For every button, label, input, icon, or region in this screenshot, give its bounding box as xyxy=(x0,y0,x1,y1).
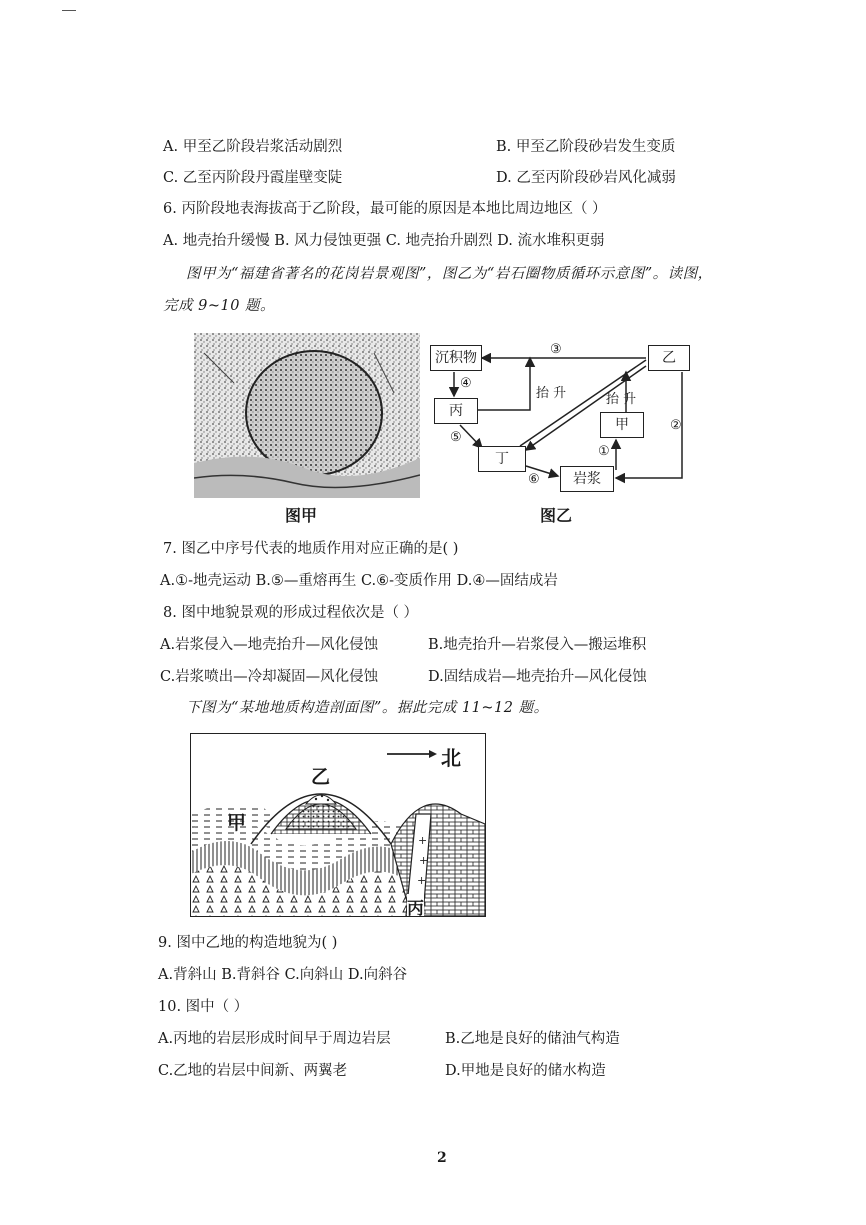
label-4: ④ xyxy=(460,376,472,391)
section-label-bing: 丙 xyxy=(407,894,424,917)
q8-option-a: A.岩浆侵入—地壳抬升—风化侵蚀 xyxy=(160,637,379,653)
intro-9-10-line2: 完成 9~10 题。 xyxy=(163,298,276,314)
section-label-jia: 甲 xyxy=(227,812,247,834)
q5-option-b: B. 甲至乙阶段砂岩发生变质 xyxy=(496,139,676,155)
node-sediment: 沉积物 xyxy=(430,345,482,371)
figure-jia-caption: 图甲 xyxy=(285,506,318,525)
svg-text:+: + xyxy=(419,854,429,867)
label-2: ② xyxy=(670,418,682,433)
q10-option-c: C.乙地的岩层中间新、两翼老 xyxy=(158,1063,348,1079)
q7-stem: 7. 图乙中序号代表的地质作用对应正确的是( ) xyxy=(163,541,459,557)
section-label-yi: 乙 xyxy=(311,766,331,788)
node-magma: 岩浆 xyxy=(560,466,614,492)
label-1: ① xyxy=(598,444,610,459)
label-uplift-b: 抬 升 xyxy=(606,392,637,407)
intro-11-12: 下图为“某地地质构造剖面图”。据此完成 11~12 题。 xyxy=(186,700,549,716)
q6-stem: 6. 丙阶段地表海拔高于乙阶段，最可能的原因是本地比周边地区（ ） xyxy=(163,201,607,217)
page-number: 2 xyxy=(437,1150,447,1166)
q7-options: A.①-地壳运动 B.⑤—重熔再生 C.⑥-变质作用 D.④—固结成岩 xyxy=(160,573,558,589)
label-3: ③ xyxy=(550,342,562,357)
label-5: ⑤ xyxy=(450,430,462,445)
intro-9-10-line1: 图甲为“福建省著名的花岗岩景观图”，图乙为“岩石圈物质循环示意图”。读图， xyxy=(186,266,713,282)
svg-text:+: + xyxy=(417,874,427,887)
svg-text:+: + xyxy=(418,834,428,847)
q10-option-a: A.丙地的岩层形成时间早于周边岩层 xyxy=(158,1031,391,1047)
q10-option-d: D.甲地是良好的储水构造 xyxy=(445,1063,606,1079)
q5-option-a: A. 甲至乙阶段岩浆活动剧烈 xyxy=(163,139,343,155)
figure-yi-caption: 图乙 xyxy=(540,506,573,525)
q9-options: A.背斜山 B.背斜谷 C.向斜山 D.向斜谷 xyxy=(158,967,408,983)
figure-jia-photo xyxy=(194,333,420,498)
q5-option-d: D. 乙至丙阶段砂岩风化减弱 xyxy=(496,170,676,186)
q5-option-c: C. 乙至丙阶段丹霞崖壁变陡 xyxy=(163,170,343,186)
q8-option-c: C.岩浆喷出—冷却凝固—风化侵蚀 xyxy=(160,669,379,685)
q10-option-b: B.乙地是良好的储油气构造 xyxy=(445,1031,620,1047)
north-label: 北 xyxy=(441,746,461,770)
q8-option-b: B.地壳抬升—岩浆侵入—搬运堆积 xyxy=(428,637,647,653)
q6-options: A. 地壳抬升缓慢 B. 风力侵蚀更强 C. 地壳抬升剧烈 D. 流水堆积更弱 xyxy=(163,233,605,249)
node-yi: 乙 xyxy=(648,345,690,371)
figure-yi-diagram xyxy=(420,330,700,505)
granite-landscape-image xyxy=(194,333,420,498)
node-jia: 甲 xyxy=(600,412,644,438)
node-bing: 丙 xyxy=(434,398,478,424)
q10-stem: 10. 图中（ ） xyxy=(158,999,249,1015)
q8-option-d: D.固结成岩—地壳抬升—风化侵蚀 xyxy=(428,669,647,685)
label-6: ⑥ xyxy=(528,472,540,487)
label-uplift-a: 抬 升 xyxy=(536,386,567,401)
q8-stem: 8. 图中地貌景观的形成过程依次是（ ） xyxy=(163,605,419,621)
q9-stem: 9. 图中乙地的构造地貌为( ) xyxy=(158,935,338,951)
geologic-section-figure xyxy=(190,733,486,917)
node-ding: 丁 xyxy=(478,446,526,472)
scan-mark xyxy=(62,10,76,11)
